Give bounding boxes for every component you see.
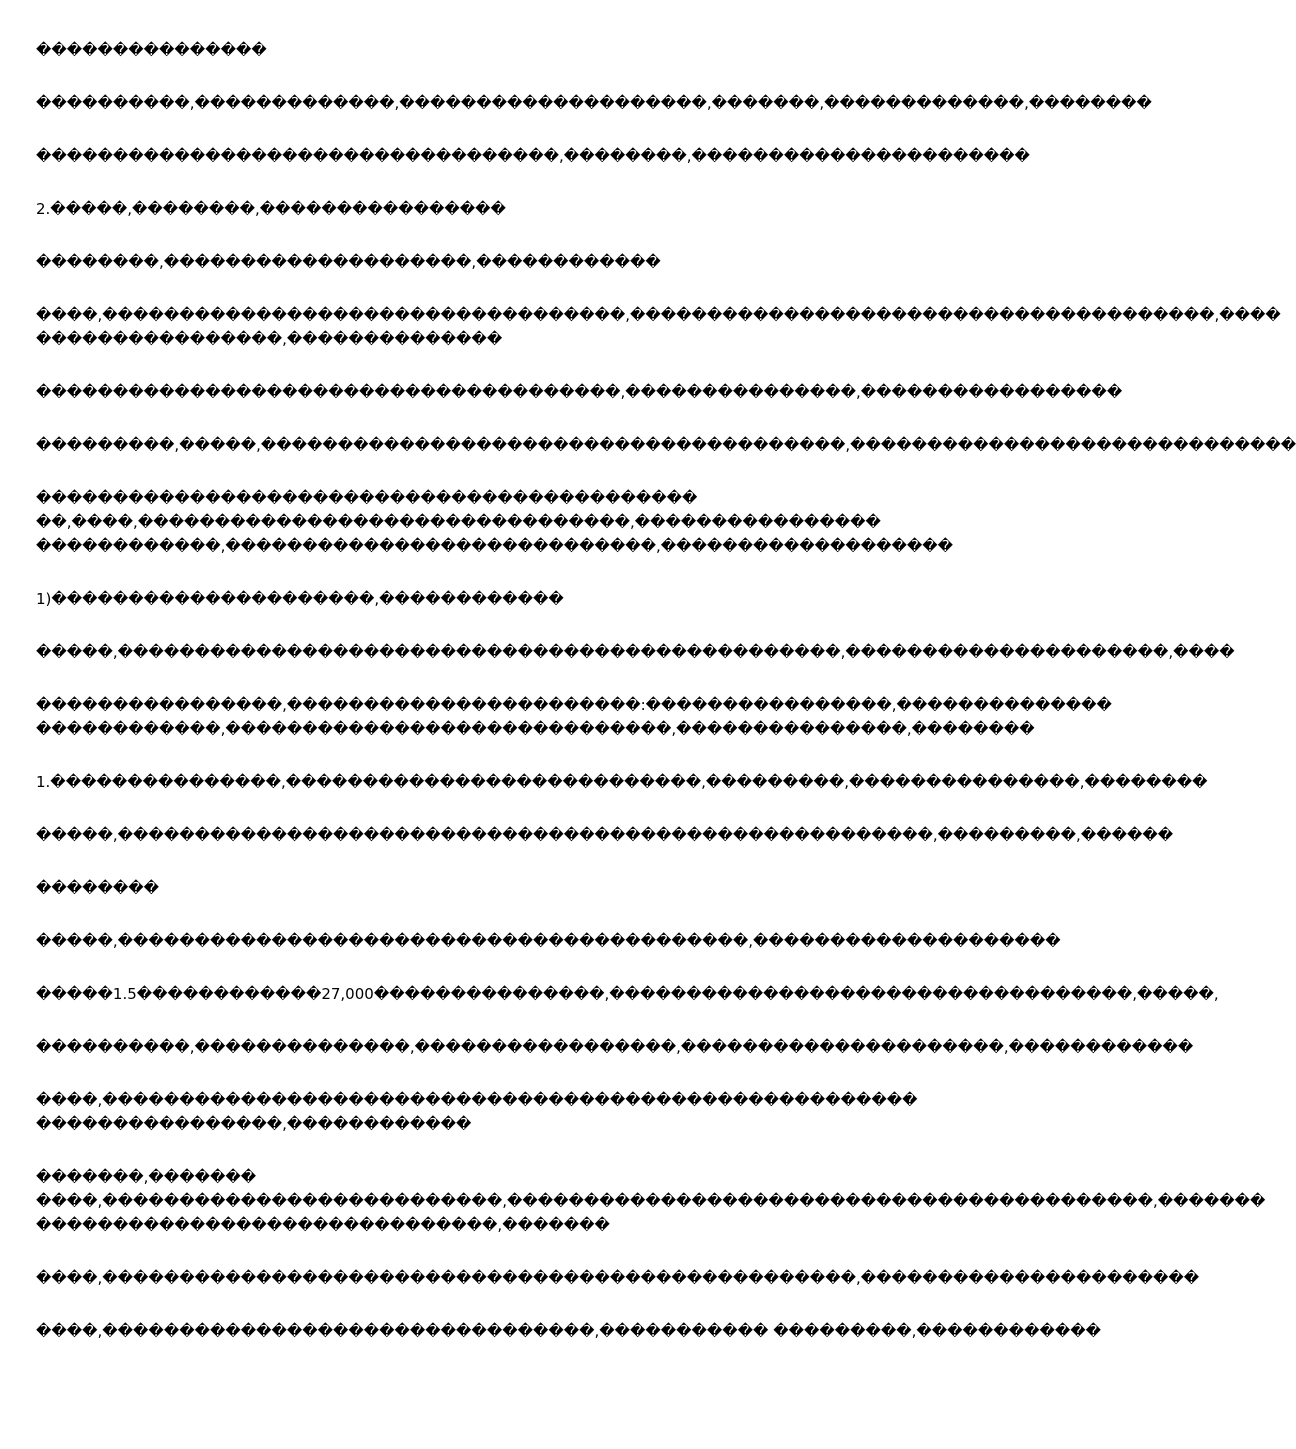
paragraph-line: �����,�����������������������������������������������������,���������,������ xyxy=(36,826,1174,844)
paragraph-line: ����,����������������������������������������������������� xyxy=(36,1091,918,1109)
paragraph-line: ������������,����������������������������,������������������� xyxy=(36,537,954,555)
paragraph-line: �����,�����������������������������������������������,���������������������,���� xyxy=(36,643,1235,661)
paragraph xyxy=(36,640,1235,664)
paragraph xyxy=(36,1319,1101,1343)
paragraph xyxy=(36,197,990,221)
paragraph-line: ����������������������������������,��������,���������������������� xyxy=(36,147,1030,165)
paragraph xyxy=(36,1266,1200,1290)
paragraph-line: ����,��������������������������������,����������� ���������,������������ xyxy=(36,1322,1101,1340)
paragraph-line: ���������,�����,��������������������������������������,����������������������������� xyxy=(36,436,1296,454)
paragraph xyxy=(36,1035,1194,1059)
paragraph-line: ��������������������������������������,���������������,����������������� xyxy=(36,383,1123,401)
paragraph xyxy=(36,91,1152,115)
paragraph xyxy=(36,1088,990,1136)
paragraph xyxy=(36,303,1281,351)
paragraph-line: ������������,�����������������������������,���������������,�������� xyxy=(36,720,1035,738)
paragraph-line: ����������,��������������,�����������������,���������������������,������������ xyxy=(36,1038,1194,1056)
paragraph xyxy=(36,250,990,274)
paragraph-line: �������,������� xyxy=(36,1168,257,1186)
paragraph xyxy=(36,433,1296,457)
paragraph-line: ������������������������������������������� xyxy=(36,489,698,507)
paragraph-line: ����������������,�����������������������:����������������,�������������� xyxy=(36,696,1112,714)
paragraph-line: ����������,�������������,��������������������,�������,�������������,�������� xyxy=(36,94,1152,112)
paragraph-line: �����,�����������������������������������������,�������������������� xyxy=(36,932,1061,950)
paragraph xyxy=(36,1165,1266,1237)
paragraph xyxy=(36,587,990,611)
paragraph-line: ����,����������������������������������,��������������������������������������,���� xyxy=(36,306,1281,324)
paragraph xyxy=(36,770,1208,794)
paragraph xyxy=(36,38,990,62)
paragraph xyxy=(36,929,1061,953)
paragraph xyxy=(36,982,1219,1006)
paragraph-line: 2.�����,��������,���������������� xyxy=(36,200,506,218)
paragraph xyxy=(36,486,990,558)
paragraph-line: ������������������������������,������� xyxy=(36,1216,610,1234)
document-body xyxy=(36,38,1296,1372)
paragraph-line: ��,����,��������������������������������,���������������� xyxy=(36,513,881,531)
paragraph xyxy=(36,876,990,900)
paragraph xyxy=(36,144,1030,168)
paragraph xyxy=(36,380,1123,404)
paragraph-line: �����1.5������������27,000���������������,����������������������������������,�����, xyxy=(36,985,1219,1003)
paragraph-line: ��������,��������������������,������������ xyxy=(36,253,661,271)
paragraph-line: ����������������,������������ xyxy=(36,1115,472,1133)
paragraph-line: ����,�������������������������������������������������,���������������������� xyxy=(36,1269,1200,1287)
paragraph-line: ����������������,�������������� xyxy=(36,330,503,348)
paragraph-line: 1.���������������,���������������������������,���������,���������������,�������� xyxy=(36,773,1208,791)
paragraph-line: ����,��������������������������,������������������������������������������,������� xyxy=(36,1192,1266,1210)
paragraph xyxy=(36,693,1112,741)
paragraph-line: ��������������� xyxy=(36,41,267,59)
paragraph-line: 1)���������������������,������������ xyxy=(36,590,564,608)
paragraph xyxy=(36,823,1174,847)
paragraph-line: �������� xyxy=(36,879,160,897)
